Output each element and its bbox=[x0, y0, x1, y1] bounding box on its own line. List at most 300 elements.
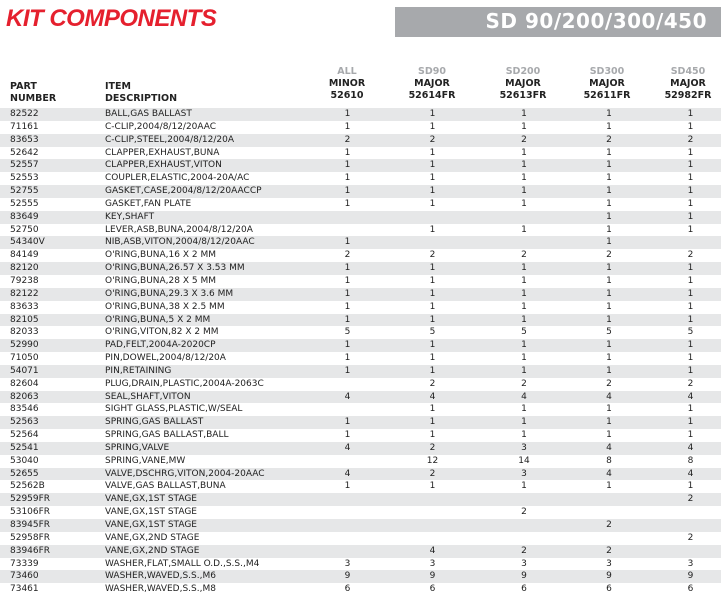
quantity-cell: 1 bbox=[490, 352, 558, 365]
quantity-cell: 2 bbox=[660, 134, 721, 147]
quantity-cell: 1 bbox=[558, 339, 660, 352]
quantity-cell bbox=[660, 545, 721, 558]
quantity-cell: 1 bbox=[320, 108, 375, 121]
description-cell: VANE,GX,2ND STAGE bbox=[103, 545, 320, 558]
kit-number: 52610 bbox=[330, 90, 364, 101]
quantity-cell: 2 bbox=[660, 532, 721, 545]
part-number-cell: 52564 bbox=[0, 429, 103, 442]
quantity-cell: 1 bbox=[375, 198, 490, 211]
quantity-cell: 1 bbox=[320, 288, 375, 301]
model-list: SD 90/200/300/450 bbox=[485, 9, 707, 33]
description-cell: WASHER,FLAT,SMALL O.D.,S.S.,M4 bbox=[103, 558, 320, 571]
kit-column-header bbox=[392, 66, 472, 102]
quantity-cell: 1 bbox=[490, 198, 558, 211]
table-row bbox=[0, 288, 721, 301]
quantity-cell: 1 bbox=[490, 121, 558, 134]
quantity-cell bbox=[660, 506, 721, 519]
description-cell: NIB,ASB,VITON,2004/8/12/20AAC bbox=[103, 236, 320, 249]
quantity-cell: 1 bbox=[660, 365, 721, 378]
quantity-cell: 1 bbox=[320, 262, 375, 275]
quantity-cell: 1 bbox=[558, 198, 660, 211]
description-cell: WASHER,WAVED,S.S.,M6 bbox=[103, 570, 320, 583]
description-cell: COUPLER,ELASTIC,2004-20A/AC bbox=[103, 172, 320, 185]
quantity-cell: 1 bbox=[660, 185, 721, 198]
quantity-cell: 1 bbox=[558, 429, 660, 442]
quantity-cell: 6 bbox=[558, 583, 660, 596]
quantity-cell bbox=[320, 378, 375, 391]
quantity-cell: 4 bbox=[660, 468, 721, 481]
part-number-cell: 52958FR bbox=[0, 532, 103, 545]
table-row bbox=[0, 570, 721, 583]
quantity-cell: 1 bbox=[490, 275, 558, 288]
quantity-cell: 1 bbox=[660, 480, 721, 493]
quantity-cell: 1 bbox=[558, 314, 660, 327]
kit-column-header bbox=[648, 66, 721, 102]
quantity-cell: 1 bbox=[490, 147, 558, 160]
table-row bbox=[0, 339, 721, 352]
quantity-cell bbox=[320, 403, 375, 416]
description-cell: SIGHT GLASS,PLASTIC,W/SEAL bbox=[103, 403, 320, 416]
table-row bbox=[0, 147, 721, 160]
part-number-cell: 52655 bbox=[0, 468, 103, 481]
description-cell: VANE,GX,1ST STAGE bbox=[103, 493, 320, 506]
quantity-cell: 1 bbox=[660, 262, 721, 275]
kit-number: 52614FR bbox=[408, 90, 456, 101]
part-number-cell: 83546 bbox=[0, 403, 103, 416]
page-title: KIT COMPONENTS bbox=[6, 5, 217, 32]
description-cell: VALVE,GAS BALLAST,BUNA bbox=[103, 480, 320, 493]
quantity-cell: 1 bbox=[320, 275, 375, 288]
part-number-cell: 52541 bbox=[0, 442, 103, 455]
quantity-cell: 1 bbox=[490, 159, 558, 172]
quantity-cell: 1 bbox=[660, 121, 721, 134]
quantity-cell: 1 bbox=[558, 147, 660, 160]
table-row bbox=[0, 378, 721, 391]
table-row bbox=[0, 262, 721, 275]
part-number-cell: 82522 bbox=[0, 108, 103, 121]
quantity-cell bbox=[320, 211, 375, 224]
quantity-cell bbox=[558, 493, 660, 506]
quantity-cell: 3 bbox=[490, 558, 558, 571]
kit-column-header bbox=[567, 66, 647, 102]
quantity-cell: 4 bbox=[558, 391, 660, 404]
table-row bbox=[0, 403, 721, 416]
quantity-cell: 1 bbox=[320, 314, 375, 327]
quantity-cell: 1 bbox=[558, 224, 660, 237]
quantity-cell: 1 bbox=[375, 121, 490, 134]
quantity-cell: 6 bbox=[490, 583, 558, 596]
kit-type: MAJOR bbox=[589, 78, 625, 89]
part-number-cell: 54340V bbox=[0, 236, 103, 249]
quantity-cell: 1 bbox=[490, 403, 558, 416]
quantity-cell: 1 bbox=[375, 147, 490, 160]
kit-type: MINOR bbox=[328, 78, 366, 89]
description-cell: O'RING,BUNA,5 X 2 MM bbox=[103, 314, 320, 327]
description-cell: PIN,DOWEL,2004/8/12/20A bbox=[103, 352, 320, 365]
quantity-cell: 8 bbox=[558, 455, 660, 468]
description-cell: O'RING,BUNA,29.3 X 3.6 MM bbox=[103, 288, 320, 301]
quantity-cell: 1 bbox=[375, 339, 490, 352]
quantity-cell: 1 bbox=[320, 352, 375, 365]
quantity-cell: 3 bbox=[660, 558, 721, 571]
description-cell: SEAL,SHAFT,VITON bbox=[103, 391, 320, 404]
quantity-cell: 4 bbox=[660, 442, 721, 455]
table-row bbox=[0, 493, 721, 506]
part-number-cell: 52557 bbox=[0, 159, 103, 172]
quantity-cell: 1 bbox=[320, 416, 375, 429]
quantity-cell: 1 bbox=[490, 185, 558, 198]
quantity-cell: 1 bbox=[660, 288, 721, 301]
table-row bbox=[0, 198, 721, 211]
description-cell: SPRING,VANE,MW bbox=[103, 455, 320, 468]
quantity-cell bbox=[490, 236, 558, 249]
quantity-cell: 1 bbox=[375, 314, 490, 327]
item-description-header-line1: ITEM bbox=[105, 81, 131, 92]
description-cell: VANE,GX,1ST STAGE bbox=[103, 519, 320, 532]
quantity-cell: 4 bbox=[320, 468, 375, 481]
table-row bbox=[0, 185, 721, 198]
description-cell: C-CLIP,STEEL,2004/8/12/20A bbox=[103, 134, 320, 147]
part-number-cell: 52959FR bbox=[0, 493, 103, 506]
quantity-cell: 1 bbox=[375, 288, 490, 301]
quantity-cell: 1 bbox=[558, 236, 660, 249]
quantity-cell: 5 bbox=[490, 326, 558, 339]
description-cell: BALL,GAS BALLAST bbox=[103, 108, 320, 121]
quantity-cell: 1 bbox=[320, 147, 375, 160]
model-banner bbox=[395, 7, 721, 37]
quantity-cell bbox=[375, 493, 490, 506]
quantity-cell: 2 bbox=[320, 249, 375, 262]
quantity-cell: 1 bbox=[558, 108, 660, 121]
quantity-cell: 1 bbox=[375, 480, 490, 493]
quantity-cell: 1 bbox=[320, 236, 375, 249]
part-number-cell: 79238 bbox=[0, 275, 103, 288]
quantity-cell bbox=[375, 532, 490, 545]
quantity-cell: 1 bbox=[558, 480, 660, 493]
quantity-cell: 2 bbox=[490, 249, 558, 262]
quantity-cell: 1 bbox=[558, 403, 660, 416]
part-number-cell: 53106FR bbox=[0, 506, 103, 519]
table-row bbox=[0, 236, 721, 249]
quantity-cell: 5 bbox=[660, 326, 721, 339]
part-number-cell: 82033 bbox=[0, 326, 103, 339]
quantity-cell: 4 bbox=[660, 391, 721, 404]
quantity-cell: 1 bbox=[558, 365, 660, 378]
description-cell: SPRING,GAS BALLAST,BALL bbox=[103, 429, 320, 442]
quantity-cell: 1 bbox=[490, 301, 558, 314]
quantity-cell: 1 bbox=[660, 172, 721, 185]
description-cell: WASHER,WAVED,S.S.,M8 bbox=[103, 583, 320, 596]
table-row bbox=[0, 480, 721, 493]
quantity-cell: 1 bbox=[320, 429, 375, 442]
quantity-cell: 3 bbox=[320, 558, 375, 571]
description-cell: SPRING,GAS BALLAST bbox=[103, 416, 320, 429]
description-cell: CLAPPER,EXHAUST,BUNA bbox=[103, 147, 320, 160]
quantity-cell: 2 bbox=[558, 545, 660, 558]
part-number-cell: 83649 bbox=[0, 211, 103, 224]
quantity-cell: 2 bbox=[375, 468, 490, 481]
part-number-cell: 82105 bbox=[0, 314, 103, 327]
description-cell: PLUG,DRAIN,PLASTIC,2004A-2063C bbox=[103, 378, 320, 391]
table-row bbox=[0, 545, 721, 558]
quantity-cell bbox=[375, 236, 490, 249]
quantity-cell: 1 bbox=[660, 301, 721, 314]
quantity-cell: 1 bbox=[660, 224, 721, 237]
quantity-cell: 1 bbox=[660, 211, 721, 224]
part-number-cell: 71161 bbox=[0, 121, 103, 134]
quantity-cell: 1 bbox=[660, 159, 721, 172]
part-number-cell: 73460 bbox=[0, 570, 103, 583]
part-number-cell: 82120 bbox=[0, 262, 103, 275]
quantity-cell: 9 bbox=[558, 570, 660, 583]
quantity-cell: 1 bbox=[558, 121, 660, 134]
quantity-cell: 1 bbox=[320, 121, 375, 134]
quantity-cell: 1 bbox=[320, 185, 375, 198]
quantity-cell: 1 bbox=[375, 172, 490, 185]
part-number-cell: 82063 bbox=[0, 391, 103, 404]
quantity-cell: 2 bbox=[660, 493, 721, 506]
quantity-cell: 2 bbox=[558, 378, 660, 391]
quantity-cell: 1 bbox=[320, 339, 375, 352]
quantity-cell: 1 bbox=[490, 172, 558, 185]
quantity-cell: 2 bbox=[490, 378, 558, 391]
quantity-cell: 2 bbox=[375, 134, 490, 147]
quantity-cell: 4 bbox=[320, 391, 375, 404]
quantity-cell: 6 bbox=[660, 583, 721, 596]
quantity-cell bbox=[320, 455, 375, 468]
quantity-cell: 1 bbox=[660, 147, 721, 160]
table-row bbox=[0, 442, 721, 455]
description-cell: O'RING,BUNA,28 X 5 MM bbox=[103, 275, 320, 288]
quantity-cell: 1 bbox=[375, 185, 490, 198]
kit-group: SD90 bbox=[418, 66, 446, 77]
table-row bbox=[0, 326, 721, 339]
description-cell: VANE,GX,2ND STAGE bbox=[103, 532, 320, 545]
table-row bbox=[0, 519, 721, 532]
description-cell: C-CLIP,2004/8/12/20AAC bbox=[103, 121, 320, 134]
quantity-cell: 1 bbox=[375, 365, 490, 378]
kit-group: SD200 bbox=[505, 66, 541, 77]
part-number-cell: 52555 bbox=[0, 198, 103, 211]
table-row bbox=[0, 172, 721, 185]
quantity-cell: 3 bbox=[558, 558, 660, 571]
part-number-cell: 52755 bbox=[0, 185, 103, 198]
quantity-cell: 4 bbox=[558, 442, 660, 455]
part-number-cell: 52553 bbox=[0, 172, 103, 185]
quantity-cell: 1 bbox=[320, 172, 375, 185]
quantity-cell bbox=[660, 236, 721, 249]
part-number-cell: 83653 bbox=[0, 134, 103, 147]
part-number-cell: 52563 bbox=[0, 416, 103, 429]
kit-group: SD450 bbox=[670, 66, 706, 77]
quantity-cell: 2 bbox=[660, 378, 721, 391]
quantity-cell bbox=[490, 532, 558, 545]
quantity-cell: 1 bbox=[660, 403, 721, 416]
part-number-cell: 73461 bbox=[0, 583, 103, 596]
table-row bbox=[0, 275, 721, 288]
description-cell: O'RING,BUNA,16 X 2 MM bbox=[103, 249, 320, 262]
quantity-cell bbox=[320, 532, 375, 545]
table-row bbox=[0, 416, 721, 429]
part-number-cell: 82604 bbox=[0, 378, 103, 391]
quantity-cell bbox=[558, 506, 660, 519]
description-cell: O'RING,VITON,82 X 2 MM bbox=[103, 326, 320, 339]
quantity-cell: 3 bbox=[375, 558, 490, 571]
table-row bbox=[0, 301, 721, 314]
quantity-cell: 6 bbox=[320, 583, 375, 596]
quantity-cell: 2 bbox=[375, 442, 490, 455]
quantity-cell: 2 bbox=[490, 134, 558, 147]
quantity-cell: 1 bbox=[320, 480, 375, 493]
description-cell: O'RING,BUNA,38 X 2.5 MM bbox=[103, 301, 320, 314]
table-row bbox=[0, 249, 721, 262]
quantity-cell: 1 bbox=[558, 416, 660, 429]
quantity-cell: 1 bbox=[558, 301, 660, 314]
quantity-cell: 1 bbox=[375, 416, 490, 429]
quantity-cell: 1 bbox=[558, 352, 660, 365]
quantity-cell: 1 bbox=[375, 159, 490, 172]
description-cell: SPRING,VALVE bbox=[103, 442, 320, 455]
quantity-cell: 1 bbox=[375, 224, 490, 237]
part-number-header-line2: NUMBER bbox=[10, 93, 57, 104]
table-row bbox=[0, 159, 721, 172]
quantity-cell: 1 bbox=[660, 314, 721, 327]
quantity-cell: 1 bbox=[660, 429, 721, 442]
description-cell: PAD,FELT,2004A-2020CP bbox=[103, 339, 320, 352]
table-row bbox=[0, 365, 721, 378]
quantity-cell bbox=[375, 506, 490, 519]
table-row bbox=[0, 211, 721, 224]
quantity-cell: 5 bbox=[320, 326, 375, 339]
quantity-cell: 1 bbox=[660, 352, 721, 365]
quantity-cell: 1 bbox=[375, 403, 490, 416]
kit-type: MAJOR bbox=[505, 78, 541, 89]
kit-column-header bbox=[307, 66, 387, 102]
quantity-cell: 1 bbox=[375, 275, 490, 288]
quantity-cell: 1 bbox=[490, 108, 558, 121]
quantity-cell: 1 bbox=[490, 288, 558, 301]
quantity-cell: 12 bbox=[375, 455, 490, 468]
part-number-header-line1: PART bbox=[10, 81, 37, 92]
table-row bbox=[0, 134, 721, 147]
quantity-cell: 1 bbox=[320, 159, 375, 172]
quantity-cell: 4 bbox=[490, 391, 558, 404]
part-number-cell: 52562B bbox=[0, 480, 103, 493]
quantity-cell: 1 bbox=[375, 301, 490, 314]
quantity-cell bbox=[320, 224, 375, 237]
quantity-cell: 1 bbox=[320, 365, 375, 378]
quantity-cell: 1 bbox=[660, 275, 721, 288]
quantity-cell: 1 bbox=[490, 416, 558, 429]
part-number-header bbox=[10, 81, 56, 105]
table-row bbox=[0, 532, 721, 545]
quantity-cell: 4 bbox=[375, 391, 490, 404]
part-number-cell: 52642 bbox=[0, 147, 103, 160]
quantity-cell: 2 bbox=[558, 134, 660, 147]
table-row bbox=[0, 583, 721, 596]
part-number-cell: 71050 bbox=[0, 352, 103, 365]
quantity-cell: 1 bbox=[558, 185, 660, 198]
quantity-cell bbox=[375, 519, 490, 532]
table-row bbox=[0, 558, 721, 571]
quantity-cell: 1 bbox=[660, 416, 721, 429]
part-number-cell: 52750 bbox=[0, 224, 103, 237]
quantity-cell: 9 bbox=[320, 570, 375, 583]
quantity-cell: 2 bbox=[490, 506, 558, 519]
quantity-cell: 1 bbox=[558, 172, 660, 185]
item-description-header bbox=[105, 81, 177, 105]
table-row bbox=[0, 391, 721, 404]
description-cell: VALVE,DSCHRG,VITON,2004-20AAC bbox=[103, 468, 320, 481]
table-row bbox=[0, 224, 721, 237]
quantity-cell: 6 bbox=[375, 583, 490, 596]
quantity-cell: 1 bbox=[375, 352, 490, 365]
quantity-cell: 1 bbox=[490, 262, 558, 275]
quantity-cell: 4 bbox=[558, 468, 660, 481]
quantity-cell bbox=[660, 519, 721, 532]
table-row bbox=[0, 429, 721, 442]
table-row bbox=[0, 108, 721, 121]
quantity-cell: 1 bbox=[558, 211, 660, 224]
quantity-cell: 1 bbox=[490, 480, 558, 493]
quantity-cell bbox=[320, 506, 375, 519]
quantity-cell: 2 bbox=[660, 249, 721, 262]
item-description-header-line2: DESCRIPTION bbox=[105, 93, 178, 104]
quantity-cell: 1 bbox=[320, 301, 375, 314]
kit-number: 52613FR bbox=[499, 90, 547, 101]
quantity-cell: 4 bbox=[375, 545, 490, 558]
quantity-cell bbox=[320, 545, 375, 558]
table-row bbox=[0, 468, 721, 481]
quantity-cell: 1 bbox=[375, 429, 490, 442]
description-cell: LEVER,ASB,BUNA,2004/8/12/20A bbox=[103, 224, 320, 237]
quantity-cell: 4 bbox=[320, 442, 375, 455]
quantity-cell: 2 bbox=[558, 249, 660, 262]
quantity-cell: 1 bbox=[558, 262, 660, 275]
quantity-cell bbox=[490, 493, 558, 506]
kit-type: MAJOR bbox=[414, 78, 450, 89]
part-number-cell: 84149 bbox=[0, 249, 103, 262]
description-cell: PIN,RETAINING bbox=[103, 365, 320, 378]
quantity-cell bbox=[375, 211, 490, 224]
quantity-cell: 1 bbox=[490, 224, 558, 237]
part-number-cell: 53040 bbox=[0, 455, 103, 468]
part-number-cell: 52990 bbox=[0, 339, 103, 352]
quantity-cell: 2 bbox=[490, 545, 558, 558]
quantity-cell: 9 bbox=[375, 570, 490, 583]
quantity-cell: 1 bbox=[490, 314, 558, 327]
quantity-cell: 1 bbox=[558, 275, 660, 288]
table-row bbox=[0, 455, 721, 468]
part-number-cell: 73339 bbox=[0, 558, 103, 571]
quantity-cell: 2 bbox=[375, 249, 490, 262]
kit-type: MAJOR bbox=[670, 78, 706, 89]
kit-column-header bbox=[483, 66, 563, 102]
quantity-cell: 1 bbox=[490, 339, 558, 352]
kit-number: 52611FR bbox=[583, 90, 631, 101]
table-row bbox=[0, 352, 721, 365]
kit-components-table bbox=[0, 108, 721, 596]
part-number-cell: 83946FR bbox=[0, 545, 103, 558]
quantity-cell: 1 bbox=[660, 198, 721, 211]
quantity-cell: 2 bbox=[375, 378, 490, 391]
quantity-cell bbox=[320, 493, 375, 506]
part-number-cell: 83945FR bbox=[0, 519, 103, 532]
description-cell: GASKET,FAN PLATE bbox=[103, 198, 320, 211]
quantity-cell bbox=[320, 519, 375, 532]
quantity-cell: 1 bbox=[490, 429, 558, 442]
quantity-cell: 14 bbox=[490, 455, 558, 468]
